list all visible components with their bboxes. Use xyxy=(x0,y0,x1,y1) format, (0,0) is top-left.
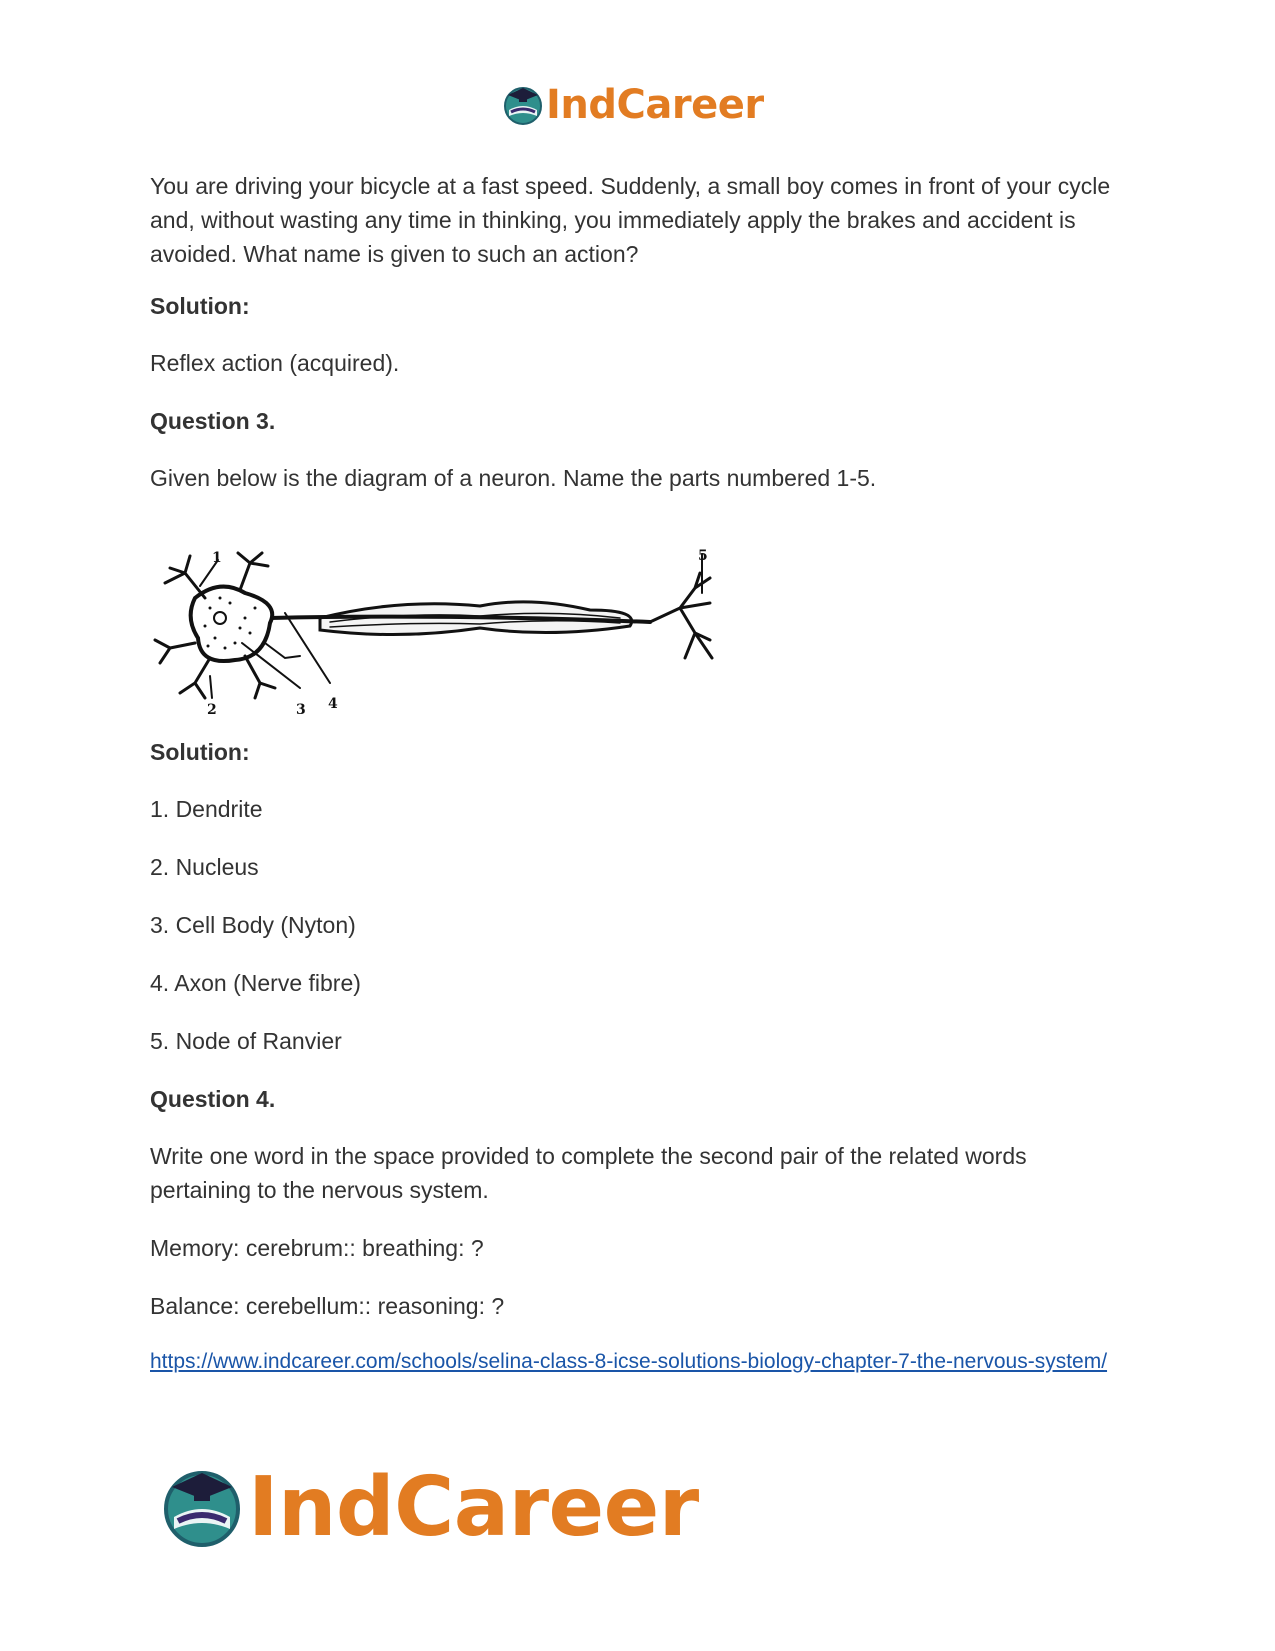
answer-item: 5. Node of Ranvier xyxy=(150,1028,342,1054)
question-4-heading: Question 4. xyxy=(150,1086,276,1112)
footer-logo xyxy=(160,1459,699,1555)
word-pair: Memory: cerebrum:: breathing: ? xyxy=(150,1235,484,1261)
logo-text: IndCareer xyxy=(546,82,764,128)
graduation-globe-icon xyxy=(160,1465,244,1549)
answer-item: 4. Axon (Nerve fibre) xyxy=(150,970,361,996)
question-4-text: Write one word in the space provided to complete the second pair of the related words pertaining to the nervous system. xyxy=(150,1143,1027,1203)
word-pair: Balance: cerebellum:: reasoning: ? xyxy=(150,1293,505,1319)
intro-question-text: You are driving your bicycle at a fast speed. Suddenly, a small boy comes in front of your cycle and, without wasting any time in thinking, you immediately apply the brakes and accident is avoided. What name is given to such an action? xyxy=(150,173,1111,267)
diagram-label-5: 5 xyxy=(698,548,708,564)
source-link[interactable]: https://www.indcareer.com/schools/selina-class-8-icse-solutions-biology-chapter-7-the-nervous-system/ xyxy=(150,1350,1108,1373)
answer-text: Reflex action (acquired). xyxy=(150,350,400,376)
neuron-diagram xyxy=(150,548,750,728)
answer-item: 3. Cell Body (Nyton) xyxy=(150,912,356,938)
header-logo xyxy=(502,80,764,130)
diagram-label-1: 1 xyxy=(212,550,222,566)
graduation-globe-icon xyxy=(502,84,544,126)
answer-item: 2. Nucleus xyxy=(150,854,259,880)
solution-label: Solution: xyxy=(150,739,250,765)
diagram-label-3: 3 xyxy=(296,702,306,718)
diagram-label-2: 2 xyxy=(207,702,217,718)
solution-label: Solution: xyxy=(150,293,250,319)
answer-item: 1. Dendrite xyxy=(150,796,263,822)
question-3-heading: Question 3. xyxy=(150,408,276,434)
diagram-label-4: 4 xyxy=(328,696,338,712)
question-3-text: Given below is the diagram of a neuron. Name the parts numbered 1-5. xyxy=(150,465,877,491)
logo-text: IndCareer xyxy=(248,1459,699,1555)
